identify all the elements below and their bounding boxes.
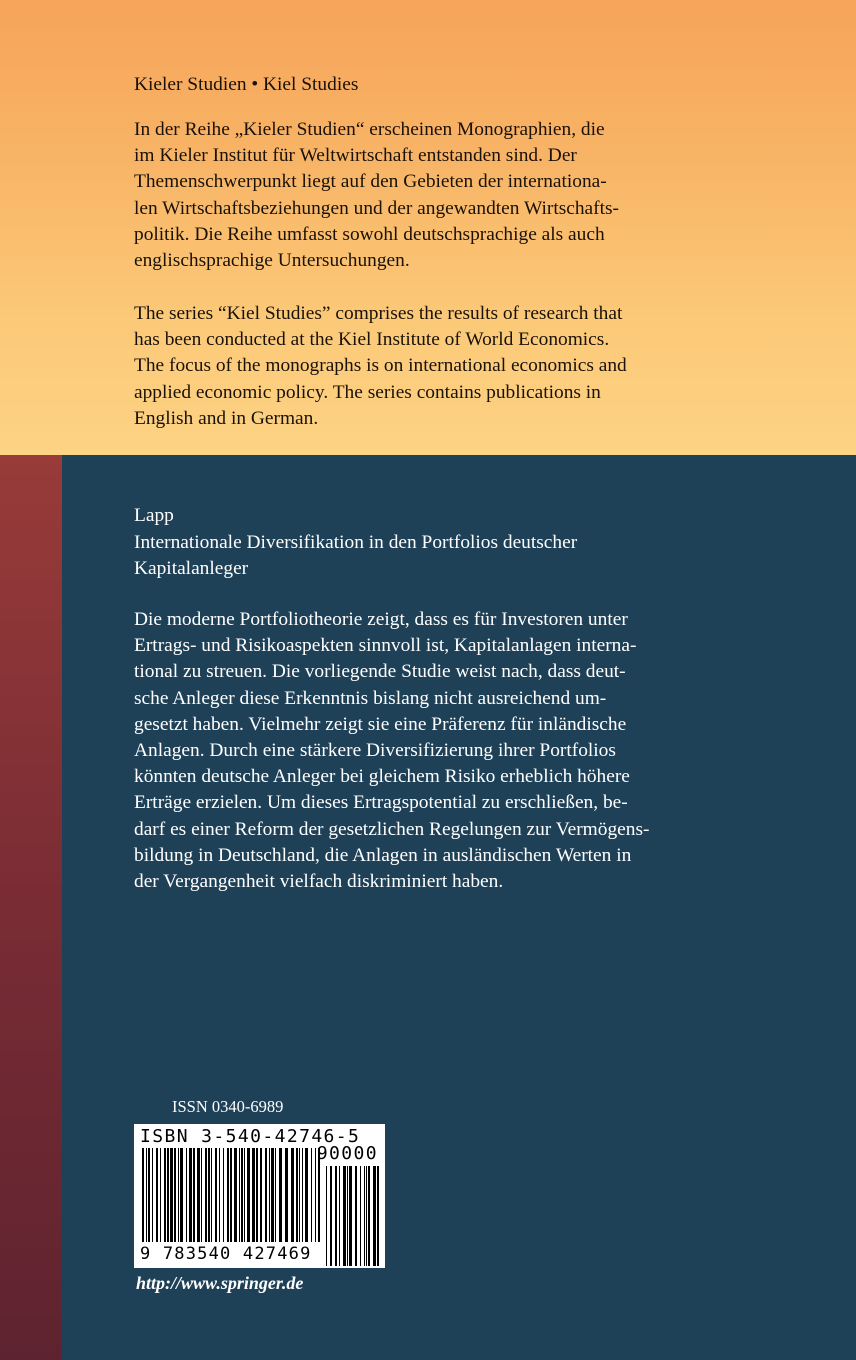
text-line: könnten deutsche Anleger bei gleichem Risiko erheblich höhere [134, 766, 630, 788]
isbn-label: ISBN 3-540-42746-5 [140, 1126, 361, 1147]
cover-left-bar [0, 455, 62, 1360]
text-line: Themenschwerpunkt liegt auf den Gebieten der internationa- [134, 171, 607, 193]
text-line: bildung in Deutschland, die Anlagen in ausländischen Werten in [134, 844, 632, 866]
text-line: In der Reihe „Kieler Studien“ erscheinen Monographien, die [134, 119, 605, 140]
text-line: englischsprachige Untersuchungen. [134, 250, 410, 272]
ean-digits: 9 783540 427469 [140, 1244, 312, 1264]
text-line: der Vergangenheit vielfach diskriminiert haben. [134, 871, 504, 893]
text-line: has been conducted at the Kiel Institute of World Economics. [134, 329, 610, 351]
text-line: Internationale Diversifikation in den Portfolios deutscher [134, 532, 578, 553]
text-line: Erträge erzielen. Um dieses Ertragspotential zu erschließen, be- [134, 792, 628, 814]
text-line: Kapitalanleger [134, 558, 249, 580]
text-line: The focus of the monographs is on international economics and [134, 355, 627, 377]
text-line: English and in German. [134, 407, 319, 429]
text-line: darf es einer Reform der gesetzlichen Regelungen zur Vermögens- [134, 818, 650, 840]
book-author: Lapp [134, 505, 174, 526]
text-line: The series “Kiel Studies” comprises the results of research that [134, 303, 623, 324]
text-line: gesetzt haben. Vielmehr zeigt sie eine Präferenz für inländische [134, 713, 627, 735]
series-title: Kieler Studien • Kiel Studies [134, 74, 359, 95]
barcode-addon: 90000 [316, 1143, 378, 1164]
book-title [134, 530, 734, 582]
book-abstract [134, 607, 734, 895]
text-line: tional zu streuen. Die vorliegende Studie weist nach, dass deut- [134, 661, 626, 683]
text-line: im Kieler Institut für Weltwirtschaft entstanden sind. Der [134, 145, 577, 167]
text-line: len Wirtschaftsbeziehungen und der angewandten Wirtschafts- [134, 197, 620, 219]
publisher-url: http://www.springer.de [136, 1273, 304, 1293]
text-line: Ertrags- und Risikoaspekten sinnvoll ist, Kapitalanlagen interna- [134, 635, 637, 657]
text-line: Anlagen. Durch eine stärkere Diversifizierung ihrer Portfolios [134, 740, 616, 762]
issn-label: ISSN 0340-6989 [172, 1097, 284, 1116]
text-line: Die moderne Portfoliotheorie zeigt, dass es für Investoren unter [134, 609, 628, 630]
barcode [134, 1124, 385, 1268]
series-description-german [134, 117, 734, 274]
text-line: politik. Die Reihe umfasst sowohl deutschsprachige als auch [134, 223, 605, 245]
series-description-english [134, 301, 734, 432]
text-line: applied economic policy. The series contains publications in [134, 381, 601, 403]
text-line: sche Anleger diese Erkenntnis bislang nicht ausreichend um- [134, 687, 607, 709]
